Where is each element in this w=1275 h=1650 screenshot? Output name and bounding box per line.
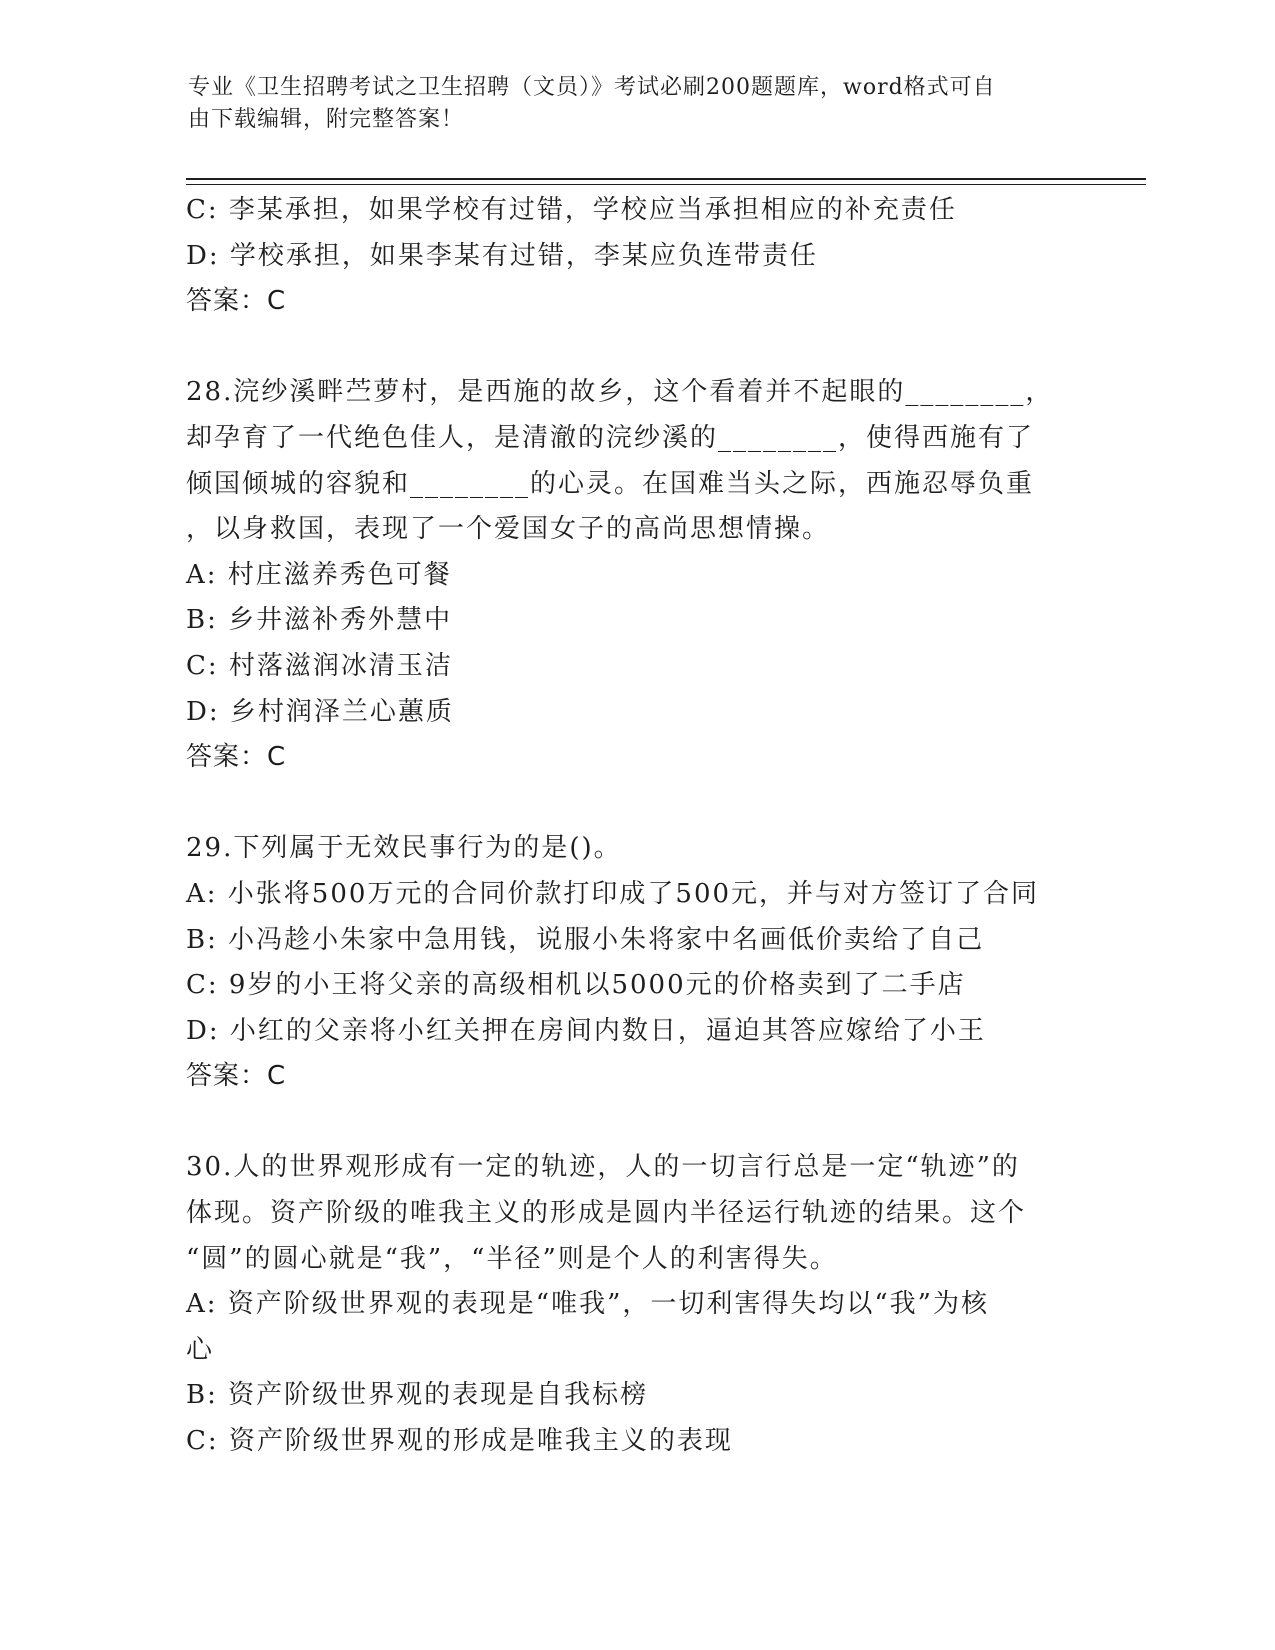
option-b: B: 小冯趁小朱家中急用钱，说服小朱将家中名画低价卖给了自己 [186,924,985,955]
question-stem-line: 倾国倾城的容貌和________的心灵。在国难当头之际，西施忍辱负重 [186,468,1035,499]
option-b: B: 乡井滋补秀外慧中 [186,605,453,636]
header-rule-thick [186,178,1146,180]
spacer [186,781,1086,827]
question-block-27 [186,188,1086,325]
option-d: D: 学校承担，如果李某有过错，李某应负连带责任 [186,240,818,271]
spacer [186,1100,1086,1146]
spacer [186,325,1086,371]
question-stem-line: 30.人的世界观形成有一定的轨迹，人的一切言行总是一定“轨迹”的 [186,1152,1020,1183]
option-a: A: 资产阶级世界观的表现是“唯我”，一切利害得失均以“我”为核 [186,1289,989,1320]
question-stem-line: 体现。资产阶级的唯我主义的形成是圆内半径运行轨迹的结果。这个 [186,1198,1027,1229]
question-block-28 [186,370,1086,780]
option-a-continued: 心 [186,1334,215,1365]
answer-label: 答案：C [186,286,287,317]
header-rule-thin [186,184,1146,185]
option-c: C: 李某承担，如果学校有过错，学校应当承担相应的补充责任 [186,195,957,225]
question-stem-line: ，以身救国，表现了一个爱国女子的高尚思想情操。 [186,514,831,545]
question-block-30 [186,1145,1086,1464]
option-a: A: 村庄滋养秀色可餐 [186,559,452,590]
option-c: C: 9岁的小王将父亲的高级相机以5000元的价格卖到了二手店 [186,970,966,1001]
option-c: C: 村落滋润冰清玉洁 [186,650,453,681]
option-b: B: 资产阶级世界观的表现是自我标榜 [186,1380,649,1411]
header-line-1: 专业《卫生招聘考试之卫生招聘（文员）》考试必刷200题题库，word格式可自 [188,75,996,100]
question-list [186,188,1086,1465]
option-d: D: 乡村润泽兰心蕙质 [186,696,454,727]
question-stem-line: 29.下列属于无效民事行为的是()。 [186,833,622,864]
answer-label: 答案：C [186,1061,287,1092]
answer-label: 答案：C [186,742,287,773]
document-header [188,72,1068,136]
header-line-2: 由下载编辑，附完整答案！ [188,107,465,132]
question-stem-line: 却孕育了一代绝色佳人，是清澈的浣纱溪的________，使得西施有了 [186,422,1035,453]
question-block-29 [186,826,1086,1100]
option-c: C: 资产阶级世界观的形成是唯我主义的表现 [186,1426,733,1457]
question-stem-line: 28.浣纱溪畔苎萝村，是西施的故乡，这个看着并不起眼的________， [186,377,1054,408]
option-a: A: 小张将500万元的合同价款打印成了500元，并与对方签订了合同 [186,878,1040,909]
option-d: D: 小红的父亲将小红关押在房间内数日，逼迫其答应嫁给了小王 [186,1015,986,1046]
question-stem-line: “圆”的圆心就是“我”，“半径”则是个人的利害得失。 [186,1243,838,1274]
